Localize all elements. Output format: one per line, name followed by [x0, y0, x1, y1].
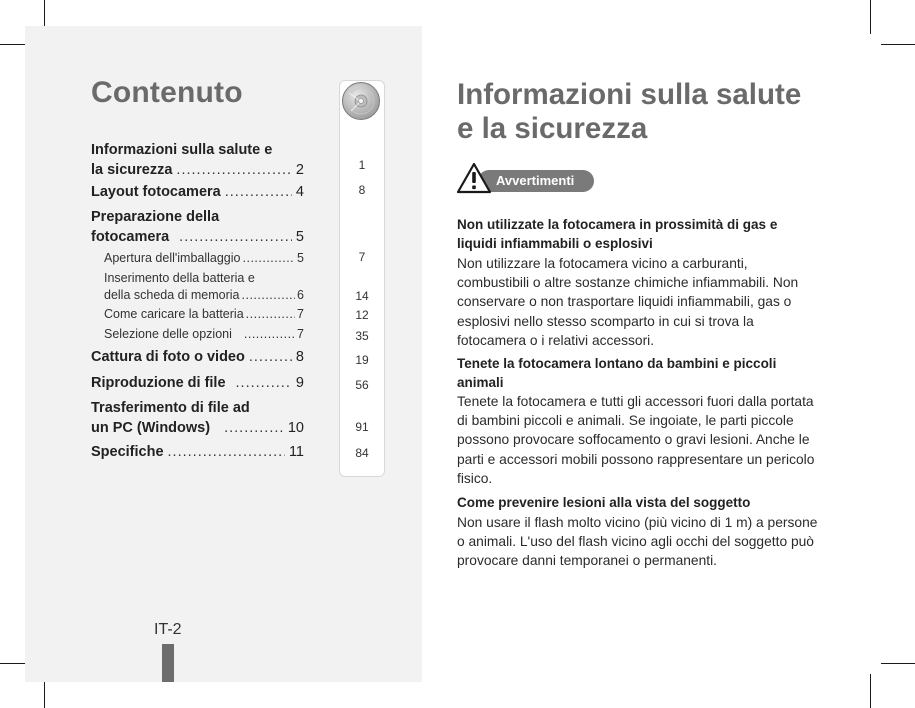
crop-mark [881, 44, 915, 45]
index-number: 35 [355, 329, 369, 343]
toc-page-number: 2 [295, 162, 304, 178]
toc-sub-entry[interactable] [104, 326, 304, 343]
leader-dots [249, 347, 292, 367]
toc-sub-entry[interactable] [104, 270, 304, 304]
leader-dots [246, 306, 295, 323]
toc-page-number: 5 [295, 229, 304, 245]
toc-sub-label: Selezione delle opzioni [104, 327, 232, 341]
cd-disc-icon [341, 81, 381, 121]
warning-body: Non utilizzare la fotocamera vicino a carburanti, combustibili o altre sostanze chimiche infiammabili. Non conservare o non trasportare liquidi infiammabili, gas o esplosivi nello stesso scomparto in cui si trova la fotocamera o i relativi accessori. [457, 256, 799, 348]
folio-bar [162, 644, 174, 682]
toc-page-number: 6 [297, 288, 304, 302]
warning-heading: Non utilizzate la fotocamera in prossimità di gas e liquidi infiammabili o esplosivi [457, 217, 778, 251]
toc-entry[interactable] [91, 373, 304, 393]
leader-dots [179, 227, 292, 247]
crop-mark [870, 674, 871, 708]
leader-dots [224, 418, 284, 438]
warning-label: Avvertimenti [478, 170, 594, 192]
warning-heading: Come prevenire lesioni alla vista del soggetto [457, 495, 751, 510]
leader-dots [244, 326, 295, 343]
toc-sub-entry[interactable] [104, 306, 304, 323]
warning-badge [456, 162, 598, 194]
toc-page-number: 11 [288, 444, 304, 460]
toc-sub-entry[interactable] [104, 250, 304, 267]
warning-heading: Tenete la fotocamera lontano da bambini e piccoli animali [457, 356, 777, 390]
leader-dots [236, 373, 292, 393]
toc-sub-label: Apertura dell'imballaggio [104, 251, 241, 265]
toc-page-number: 10 [287, 420, 304, 436]
toc-entry[interactable] [91, 442, 304, 462]
index-number: 7 [358, 250, 366, 264]
toc-entry-label: un PC (Windows) [91, 420, 211, 436]
page-folio: IT-2 [154, 621, 182, 638]
toc-sub-label: Come caricare la batteria [104, 307, 244, 321]
index-number: 1 [358, 158, 366, 172]
toc-page-number: 8 [295, 349, 304, 365]
toc-entry-label: Riproduzione di file [91, 375, 226, 391]
section-title-line: Informazioni sulla salute [457, 78, 802, 111]
index-number: 56 [355, 378, 369, 392]
toc-page-number: 9 [295, 375, 304, 391]
leader-dots [243, 250, 296, 267]
toc-page-number: 5 [297, 251, 304, 265]
toc-entry-label: Informazioni sulla salute e [91, 142, 273, 158]
toc-entry-label: la sicurezza [91, 162, 173, 178]
page-index-tab [339, 80, 385, 477]
index-number: 19 [355, 353, 369, 367]
toc-entry-label: Specifiche [91, 444, 164, 460]
leader-dots [168, 442, 285, 462]
index-number: 84 [355, 446, 369, 460]
toc-entry[interactable] [91, 182, 304, 202]
index-number: 8 [358, 183, 366, 197]
toc-entry-label: Cattura di foto o video [91, 349, 245, 365]
leader-dots [176, 160, 292, 180]
toc-page-number: 4 [295, 184, 304, 200]
toc-entry[interactable] [91, 347, 304, 367]
toc-entry[interactable] [91, 140, 304, 180]
toc-entry[interactable] [91, 207, 304, 247]
toc-entry[interactable] [91, 398, 304, 438]
section-title [457, 78, 837, 146]
toc-title: Contenuto [91, 76, 243, 109]
toc-entry-label: Preparazione della [91, 209, 220, 225]
warning-body: Tenete la fotocamera e tutti gli accessori fuori dalla portata di bambini piccoli e animali. Se ingoiate, le parti piccole possono provocare soffocamento o gravi lesioni. Anche le parti e accessori mobili possono rappresentare un pericolo fisico. [457, 394, 815, 486]
index-number: 12 [355, 308, 369, 322]
crop-mark [870, 0, 871, 34]
index-number: 91 [355, 420, 369, 434]
toc-sub-label: Inserimento della batteria e [104, 271, 255, 285]
toc-entry-label: Layout fotocamera [91, 184, 221, 200]
toc-sub-label: della scheda di memoria [104, 288, 240, 302]
leader-dots [242, 287, 296, 304]
section-title-line: e la sicurezza [457, 112, 648, 145]
leader-dots [225, 182, 292, 202]
toc-page-number: 7 [297, 327, 304, 341]
toc-entry-label: Trasferimento di file ad [91, 400, 250, 416]
crop-mark [881, 663, 915, 664]
toc-entry-label: fotocamera [91, 229, 170, 245]
warning-triangle-icon [456, 162, 492, 194]
warning-body: Non usare il flash molto vicino (più vicino di 1 m) a persone o animali. L'uso del flash vicino agli occhi del soggetto può provocare danni temporanei o permanenti. [457, 515, 818, 569]
index-number: 14 [355, 289, 369, 303]
toc-page-number: 7 [297, 307, 304, 321]
